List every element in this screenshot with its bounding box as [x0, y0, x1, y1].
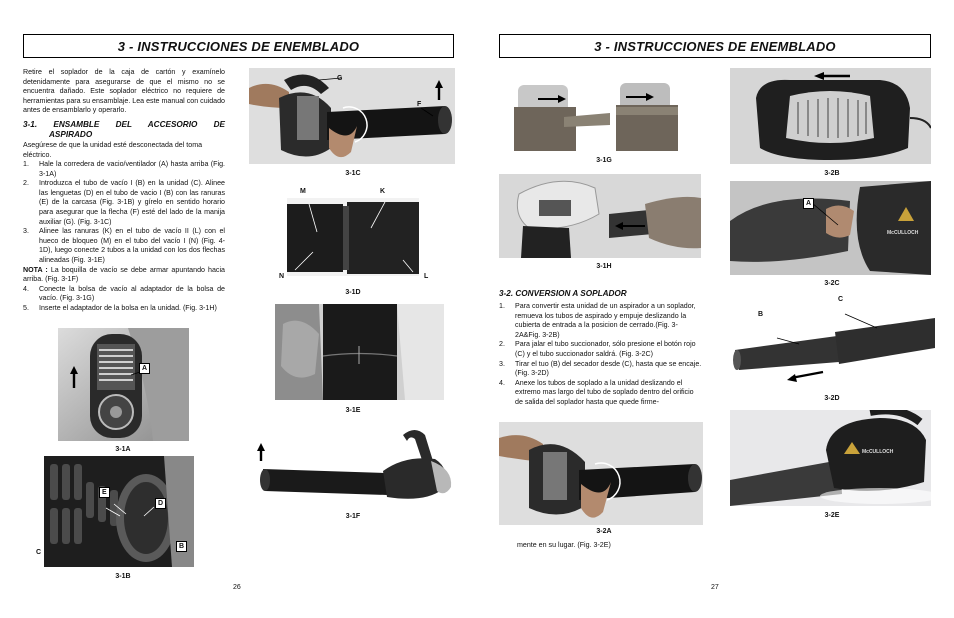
step-5: 5. Inserte el adaptador de la bolsa en la unidad. (Fig. 3-1H)	[23, 303, 217, 312]
left-page-number: 26	[233, 584, 241, 591]
figure-3-1d-label-l: L	[424, 273, 429, 280]
figure-3-2b-caption: 3-2B	[824, 170, 840, 177]
figure-3-1d-label-m: M	[300, 188, 306, 195]
figure-3-1g-caption: 3-1G	[596, 157, 612, 164]
figure-3-2e-brand: McCULLOCH	[862, 449, 894, 455]
figure-3-1h-caption: 3-1H	[596, 263, 612, 270]
figure-3-2b-photo	[730, 68, 931, 164]
figure-3-1e-caption: 3-1E	[345, 407, 361, 414]
note: NOTA : La boquilla de vacío se debe armar apuntando hacia arriba. (Fig. 3-1F)	[23, 265, 226, 284]
section-3-2-title: 3-2. CONVERSION A SOPLADOR	[499, 289, 627, 298]
right-page-header: 3 - INSTRUCCIONES DE ENEMBLADO	[499, 34, 931, 58]
figure-3-1f-caption: 3-1F	[345, 513, 361, 520]
section-3-1-title: 3-1. ENSAMBLE DEL ACCESORIO DE ASPIRADO	[23, 120, 225, 139]
figure-3-1c-photo	[249, 68, 455, 164]
figure-3-2c-brand: McCULLOCH	[887, 230, 919, 236]
figure-3-1a-photo	[58, 328, 189, 441]
step-1: 1. Hale la corredera de vacio/ventilador (A) hasta arriba (Fig. 3-1A)	[23, 160, 225, 178]
figure-3-2d-label-c: C	[838, 296, 844, 303]
figure-3-1c-label-f: F	[417, 101, 422, 108]
figure-3-1c-caption: 3-1C	[345, 170, 361, 177]
figure-3-2c-label-a: A	[803, 198, 814, 209]
figure-3-1c-label-g: G	[337, 75, 343, 82]
figure-3-1d-label-n: N	[279, 273, 285, 280]
step-2-1: 1. Para convertir esta unidad de un aspirador a un soplador, remueva los tubos de aspirado y empuje deslizando la cubierta de entrada a la posicion de cerrado.(Fig. 3-2A&Fig. 3-2B)	[499, 302, 696, 339]
figure-3-1b-caption: 3-1B	[115, 573, 131, 580]
figure-3-2e-caption: 3-2E	[824, 512, 840, 519]
left-page-header: 3 - INSTRUCCIONES DE ENEMBLADO	[23, 34, 454, 58]
figure-3-2c-photo	[730, 181, 931, 275]
figure-3-1f-photo	[255, 425, 455, 505]
continuation-text: mente en su lugar. (Fig. 3-2E)	[517, 541, 611, 549]
section-3-2-steps	[499, 302, 703, 408]
figure-3-1b-label-e: E	[99, 487, 110, 498]
figure-3-1b-label-b: B	[176, 541, 187, 552]
figure-3-1g-photo	[512, 77, 682, 153]
figure-3-2c-caption: 3-2C	[824, 280, 840, 287]
step-2: 2. Introduzca el tubo de vacío I (B) en la unidad (C). Alinee las lenguetas (D) en el tubo de vacio I (B) con las ranuras (E) de la carcasa (Fig. 3-1B) y gírelo en sentido horario para asegurar que la flecha (F) esté del lado de la manija auxiliar (G). (Fig. 3-1C)	[23, 179, 225, 226]
figure-3-1a-label-a: A	[139, 363, 150, 374]
figure-3-2a-photo	[499, 422, 703, 525]
step-2-4: 4. Anexe los tubos de soplado a la unidad deslizando el extremo mas largo del tubo de soplado dentro del orificio de salida del soplador hasta que quede firme-	[499, 378, 694, 406]
step-3: 3. Alinee las ranuras (K) en el tubo de vacío II (L) con el hueco de bloqueo (M) en el tubo del vacío I (N) (Fig. 4-1D), luego conecte 2 tubos a la unidad con los dos flechas alineadas (Fig. 3-1E)	[23, 227, 225, 264]
section-3-1-steps	[23, 160, 225, 314]
figure-3-2d-caption: 3-2D	[824, 395, 840, 402]
right-page-number: 27	[711, 584, 719, 591]
figure-3-1a-caption: 3-1A	[115, 446, 131, 453]
step-4: 4. Conecte la bolsa de vacío al adaptador de la bolsa de vacío. (Fig. 3-1G)	[23, 284, 225, 303]
step-2-2: 2. Para jalar el tubo succionador, sólo presione el botón rojo (C) y el tubo succionador saldrá. (Fig. 3-2C)	[499, 340, 696, 358]
figure-3-1e-photo	[275, 304, 444, 400]
figure-3-2d-label-b: B	[758, 311, 764, 318]
figure-3-1d-caption: 3-1D	[345, 289, 361, 296]
section-3-1-lead: Asegúrese de que la unidad esté desconectada del toma eléctrico.	[23, 141, 203, 159]
figure-3-2e-photo	[730, 410, 931, 506]
step-2-3: 3. Tirar el tuo (B) del secador desde (C), hasta que se encaje. (Fig. 3-2D)	[499, 359, 702, 378]
figure-3-1b-label-c: C	[36, 549, 42, 556]
figure-3-1b-label-d: D	[155, 498, 166, 509]
figure-3-1d-photo	[287, 198, 419, 276]
figure-3-1b-photo	[44, 456, 194, 567]
figure-3-2a-caption: 3-2A	[596, 528, 612, 535]
intro-paragraph: Retire el soplador de la caja de cartón y examínelo detenidamente para asegurarse de que el mismo no se encuentra dañado. Este soplador eléctrico no requiere de herramientas para su ensamblaje. Lea este manual con cuidado antes de ensamblarlo y operarlo.	[23, 68, 225, 115]
figure-3-1h-photo	[499, 174, 701, 258]
figure-3-1d-label-k: K	[380, 188, 386, 195]
